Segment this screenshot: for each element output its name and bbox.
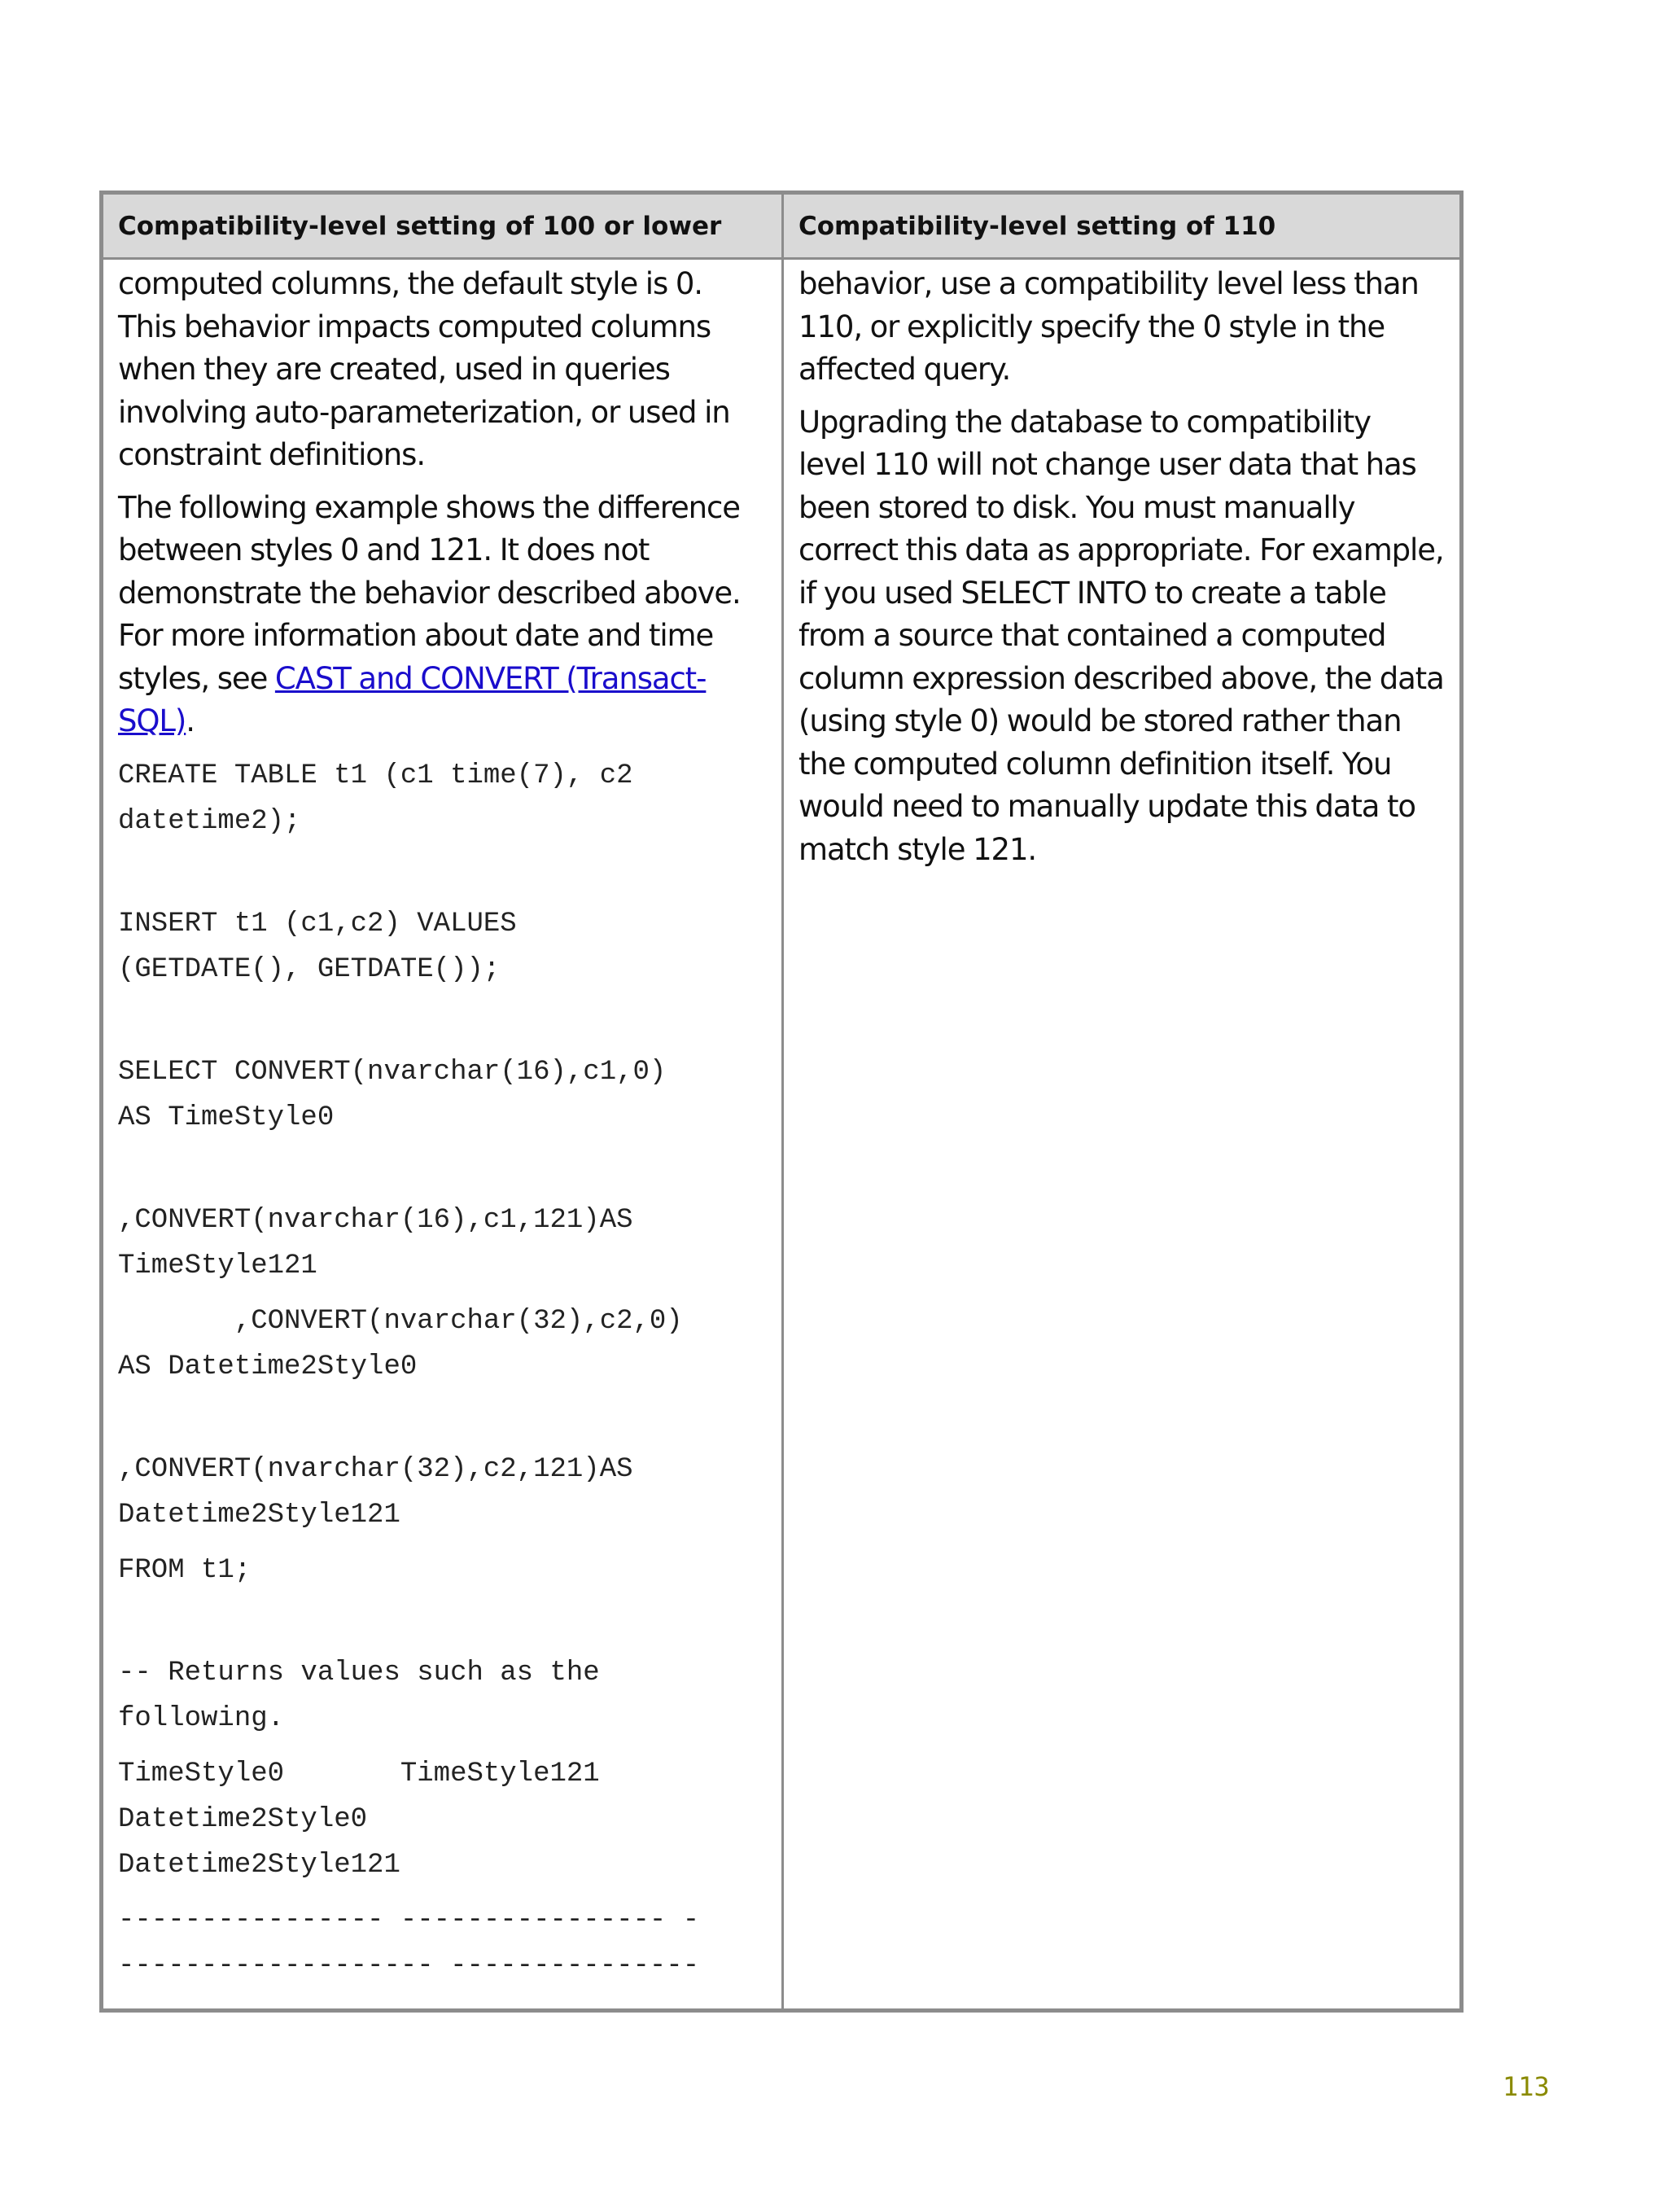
code-block: CREATE TABLE t1 (c1 time(7), c2 datetime2); [118,760,633,837]
paragraph-text: The following example shows the difference between styles 0 and 121. It does not demonstrate the behavior described above. For more information about date and time styles, see [118,489,741,696]
page-number: 113 [1503,2071,1550,2102]
paragraph: behavior, use a compatibility level less than 110, or explicitly specify the 0 style in the affected query. [798,266,1419,387]
cast-and-convert-link[interactable]: CAST and CONVERT (Transact-SQL) [118,660,707,738]
cell-level-110-content [784,260,1459,2008]
paragraph-with-link [118,487,767,743]
code-block: -- Returns values such as the following. [118,1657,600,1734]
code-block: ,CONVERT(nvarchar(32),c2,121)AS Datetime2Style121 [118,1453,633,1531]
cell-level-100-content [103,260,784,2008]
paragraph: Upgrading the database to compatibility level 110 will not change user data that has been stored to disk. You must manually correct this data as appropriate. For example, if you used SELECT INTO to create a table from a source that contained a computed column expression described above, the data (using style 0) would be stored rather than the computed column definition itself. You would need to manually update this data to match style 121. [798,404,1444,867]
paragraph: computed columns, the default style is 0. This behavior impacts computed columns when they are created, used in queries involving auto-parameterization, or used in constraint definitions. [118,266,730,472]
code-block: ---------------- ---------------- - ------------------- --------------- [118,1904,700,1982]
code-block: TimeStyle0 TimeStyle121 Datetime2Style0 Datetime2Style121 [118,1758,600,1881]
compatibility-table [99,191,1464,2013]
header-cell-level-110: Compatibility-level setting of 110 [784,195,1459,260]
code-block: FROM t1; [118,1554,252,1586]
code-block: ,CONVERT(nvarchar(32),c2,0) AS Datetime2Style0 [118,1305,683,1382]
paragraph-text: . [186,703,195,738]
code-block: INSERT t1 (c1,c2) VALUES (GETDATE(), GETDATE()); [118,908,517,985]
header-cell-level-100: Compatibility-level setting of 100 or lower [103,195,784,260]
code-block: ,CONVERT(nvarchar(16),c1,121)AS TimeStyle121 [118,1204,633,1281]
code-block: SELECT CONVERT(nvarchar(16),c1,0) AS TimeStyle0 [118,1056,667,1133]
